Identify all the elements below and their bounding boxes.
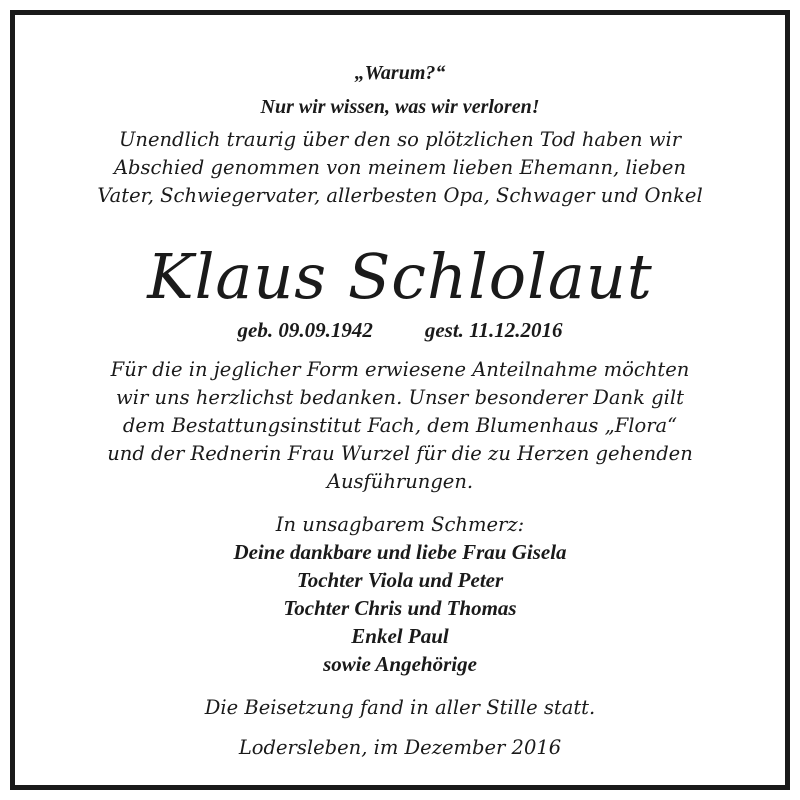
death-date: gest. 11.12.2016 xyxy=(424,318,563,342)
subtitle: Nur wir wissen, was wir verloren! xyxy=(260,96,540,118)
intro-line: Abschied genommen von meinem lieben Ehemann, lieben xyxy=(113,156,687,179)
burial-note: Die Beisetzung fand in aller Stille statt. xyxy=(204,696,596,719)
motto: „Warum?“ xyxy=(354,62,446,84)
family-member: sowie Angehörige xyxy=(323,652,477,676)
thanks-line: wir uns herzlichst bedanken. Unser besonderer Dank gilt xyxy=(116,386,684,409)
intro-line: Vater, Schwiegervater, allerbesten Opa, Schwager und Onkel xyxy=(97,184,703,207)
thanks-line: Ausführungen. xyxy=(326,470,474,493)
family-member: Deine dankbare und liebe Frau Gisela xyxy=(233,540,567,564)
place-date: Lodersleben, im Dezember 2016 xyxy=(238,736,562,759)
family-member: Enkel Paul xyxy=(351,624,449,648)
family-member: Tochter Viola und Peter xyxy=(296,568,504,592)
family-member: Tochter Chris und Thomas xyxy=(283,596,517,620)
thanks-line: dem Bestattungsinstitut Fach, dem Blumenhaus „Flora“ xyxy=(122,414,678,437)
birth-date: geb. 09.09.1942 xyxy=(237,318,373,342)
intro-line: Unendlich traurig über den so plötzlichen Tod haben wir xyxy=(118,128,682,151)
thanks-line: Für die in jeglicher Form erwiesene Anteilnahme möchten xyxy=(110,358,690,381)
grief-line: In unsagbarem Schmerz: xyxy=(275,513,525,536)
deceased-name: Klaus Schlolaut xyxy=(147,240,653,313)
life-dates xyxy=(15,320,785,341)
thanks-line: und der Rednerin Frau Wurzel für die zu Herzen gehenden xyxy=(107,442,693,465)
death-notice xyxy=(10,10,790,790)
